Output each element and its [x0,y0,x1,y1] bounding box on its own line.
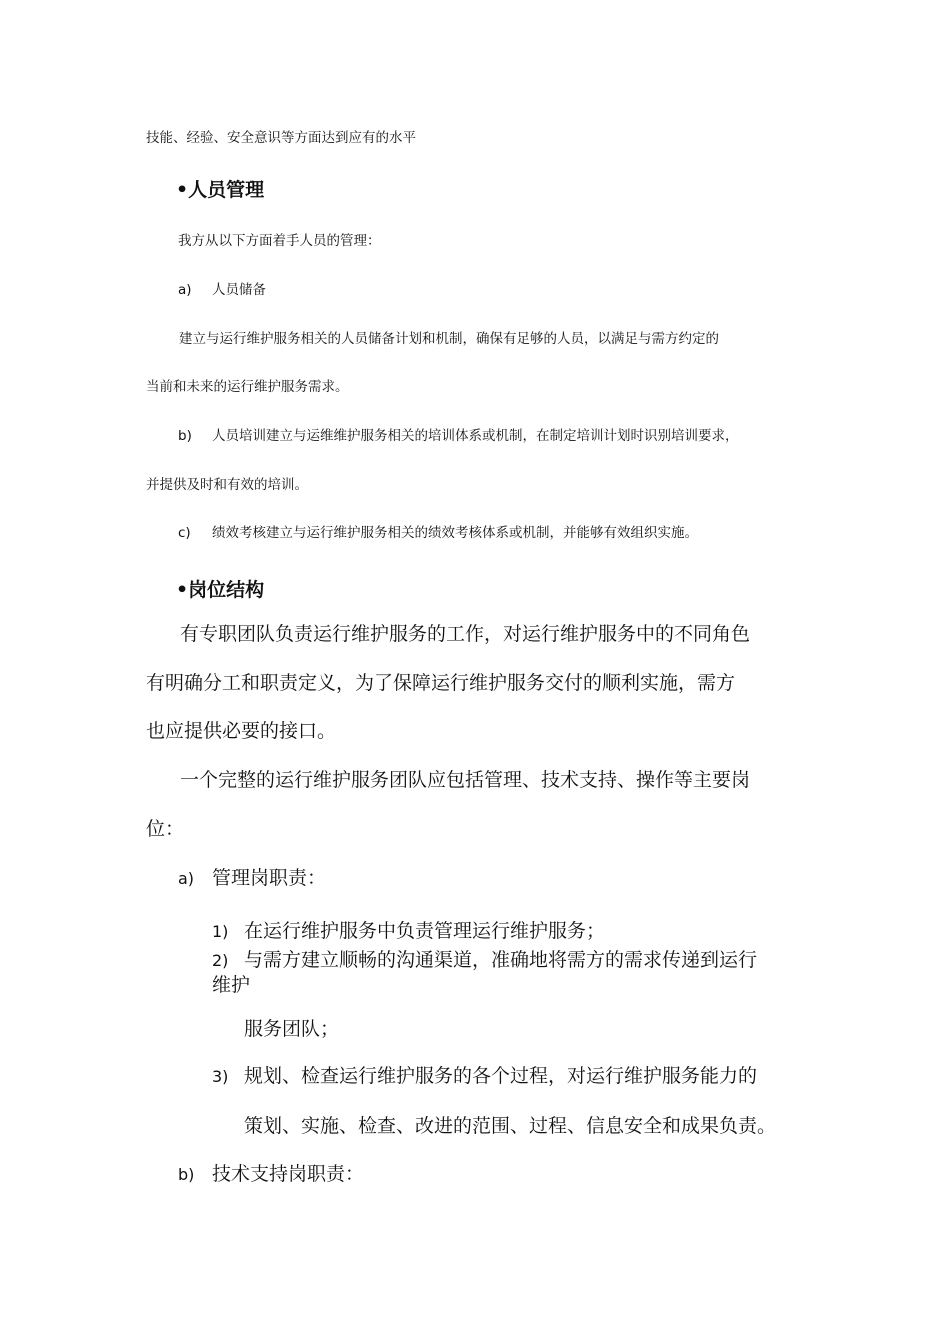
list-marker: a) [178,282,192,298]
para1-line-1: 有专职团队负责运行维护服务的工作，对运行维护服务中的不同角色 [180,623,751,645]
list-item-b [178,427,739,445]
paragraph-top: 技能、经验、安全意识等方面达到应有的水平 [146,130,416,146]
b-body-line-2: 并提供及时和有效的培训。 [146,477,308,493]
list-item-text: 与需方建立顺畅的沟通渠道，准确地将需方的需求传递到运行 [244,949,758,971]
list-marker: c) [178,525,191,541]
para1-line-3: 也应提供必要的接口。 [146,720,337,742]
heading-personnel-management: •人员管理 [176,179,265,201]
list-item-text: 人员培训建立与运维维护服务相关的培训体系或机制，在制定培训计划时识别培训要求， [212,428,739,444]
tech-heading [178,1163,364,1187]
list-marker: 1) [212,922,229,941]
list-marker: 3) [212,1067,229,1086]
list-item-text: 绩效考核建立与运行维护服务相关的绩效考核体系或机制，并能够有效组织实施。 [212,525,698,541]
para1-line-2: 有明确分工和职责定义，为了保障运行维护服务交付的顺利实施，需方 [146,672,736,694]
intro-text: 我方从以下方面着手人员的管理： [178,233,381,249]
a-body-line-2: 当前和未来的运行维护服务需求。 [146,379,349,395]
mgmt-heading [178,867,326,891]
list-item-a [178,281,266,299]
mgmt-item-2 [212,949,757,973]
list-marker: b) [178,1165,195,1184]
mgmt-item-2-cont-2: 服务团队； [244,1018,340,1040]
list-marker: b) [178,428,192,444]
list-marker: 2) [212,951,229,970]
list-item-text: 技术支持岗职责： [212,1163,365,1185]
list-item-c [178,524,698,542]
para2-line-1: 一个完整的运行维护服务团队应包括管理、技术支持、操作等主要岗 [180,769,751,791]
list-item-text: 在运行维护服务中负责管理运行维护服务； [244,920,606,942]
mgmt-item-3-cont: 策划、实施、检查、改进的范围、过程、信息安全和成果负责。 [244,1115,777,1137]
mgmt-item-2-cont: 维护 [212,974,251,996]
heading-post-structure: •岗位结构 [176,579,265,601]
list-item-text: 管理岗职责： [212,867,327,889]
list-item-text: 人员储备 [212,282,266,298]
mgmt-item-3 [212,1065,757,1089]
list-marker: a) [178,869,195,888]
para2-line-2: 位： [146,818,185,840]
mgmt-item-1 [212,920,605,944]
a-body-line-1: 建立与运行维护服务相关的人员储备计划和机制，确保有足够的人员，以满足与需方约定的 [179,331,719,347]
list-item-text: 规划、检查运行维护服务的各个过程，对运行维护服务能力的 [244,1065,758,1087]
